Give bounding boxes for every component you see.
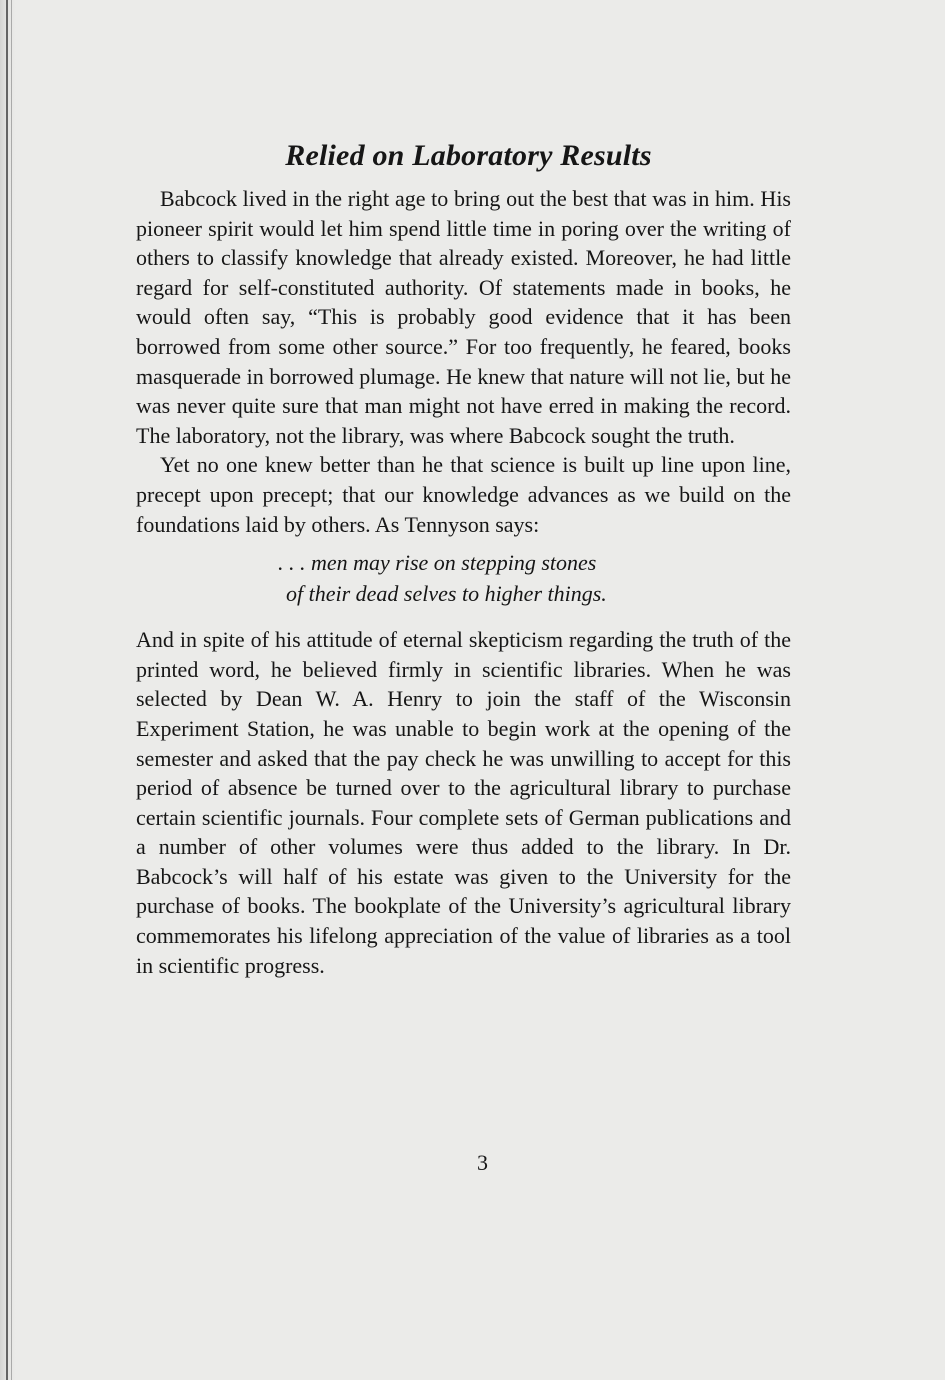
page-number: 3	[477, 1150, 488, 1175]
quote-line-1: . . . men may rise on stepping stones	[278, 550, 597, 576]
paragraph-1: Babcock lived in the right age to bring out the best that was in him. His pioneer spirit would let him spend little time in poring over the writing of others to classify knowledge that already existed. Moreover, he had little regard for self-constituted authority. Of statements made in books, he would often say, “This is probably good evidence that it has been borrowed from some other source.” For too frequently, he feared, books masquerade in borrowed plumage. He knew that nature will not lie, but he was never quite sure that man might not have erred in making the record. The laboratory, not the library, was where Babcock sought the truth.	[136, 186, 791, 448]
page-text	[136, 138, 791, 980]
paragraph-3: And in spite of his attitude of eternal skepticism regarding the truth of the printed word, he believed firmly in scientific libraries. When he was selected by Dean W. A. Henry to join the staff of the Wisconsin Experiment Station, he was unable to begin work at the opening of the semester and asked that the pay check he was unwilling to accept for this period of absence be turned over to the agricultural library to purchase certain scientific journals. Four complete sets of German publications and a number of other volumes were thus added to the library. In Dr. Babcock’s will half of his estate was given to the University for the purchase of books. The bookplate of the University’s agricultural library commemorates his lifelong appreciation of the value of libraries as a tool in scientific progress.	[136, 627, 791, 978]
quote-line-2: of their dead selves to higher things.	[286, 581, 607, 607]
paragraph-2: Yet no one knew better than he that science is built up line upon line, precept upon precept; that our knowledge advances as we build on the foundations laid by others. As Tennyson says:	[136, 452, 791, 537]
section-heading: Relied on Laboratory Results	[285, 139, 652, 172]
tennyson-quote	[136, 547, 791, 609]
